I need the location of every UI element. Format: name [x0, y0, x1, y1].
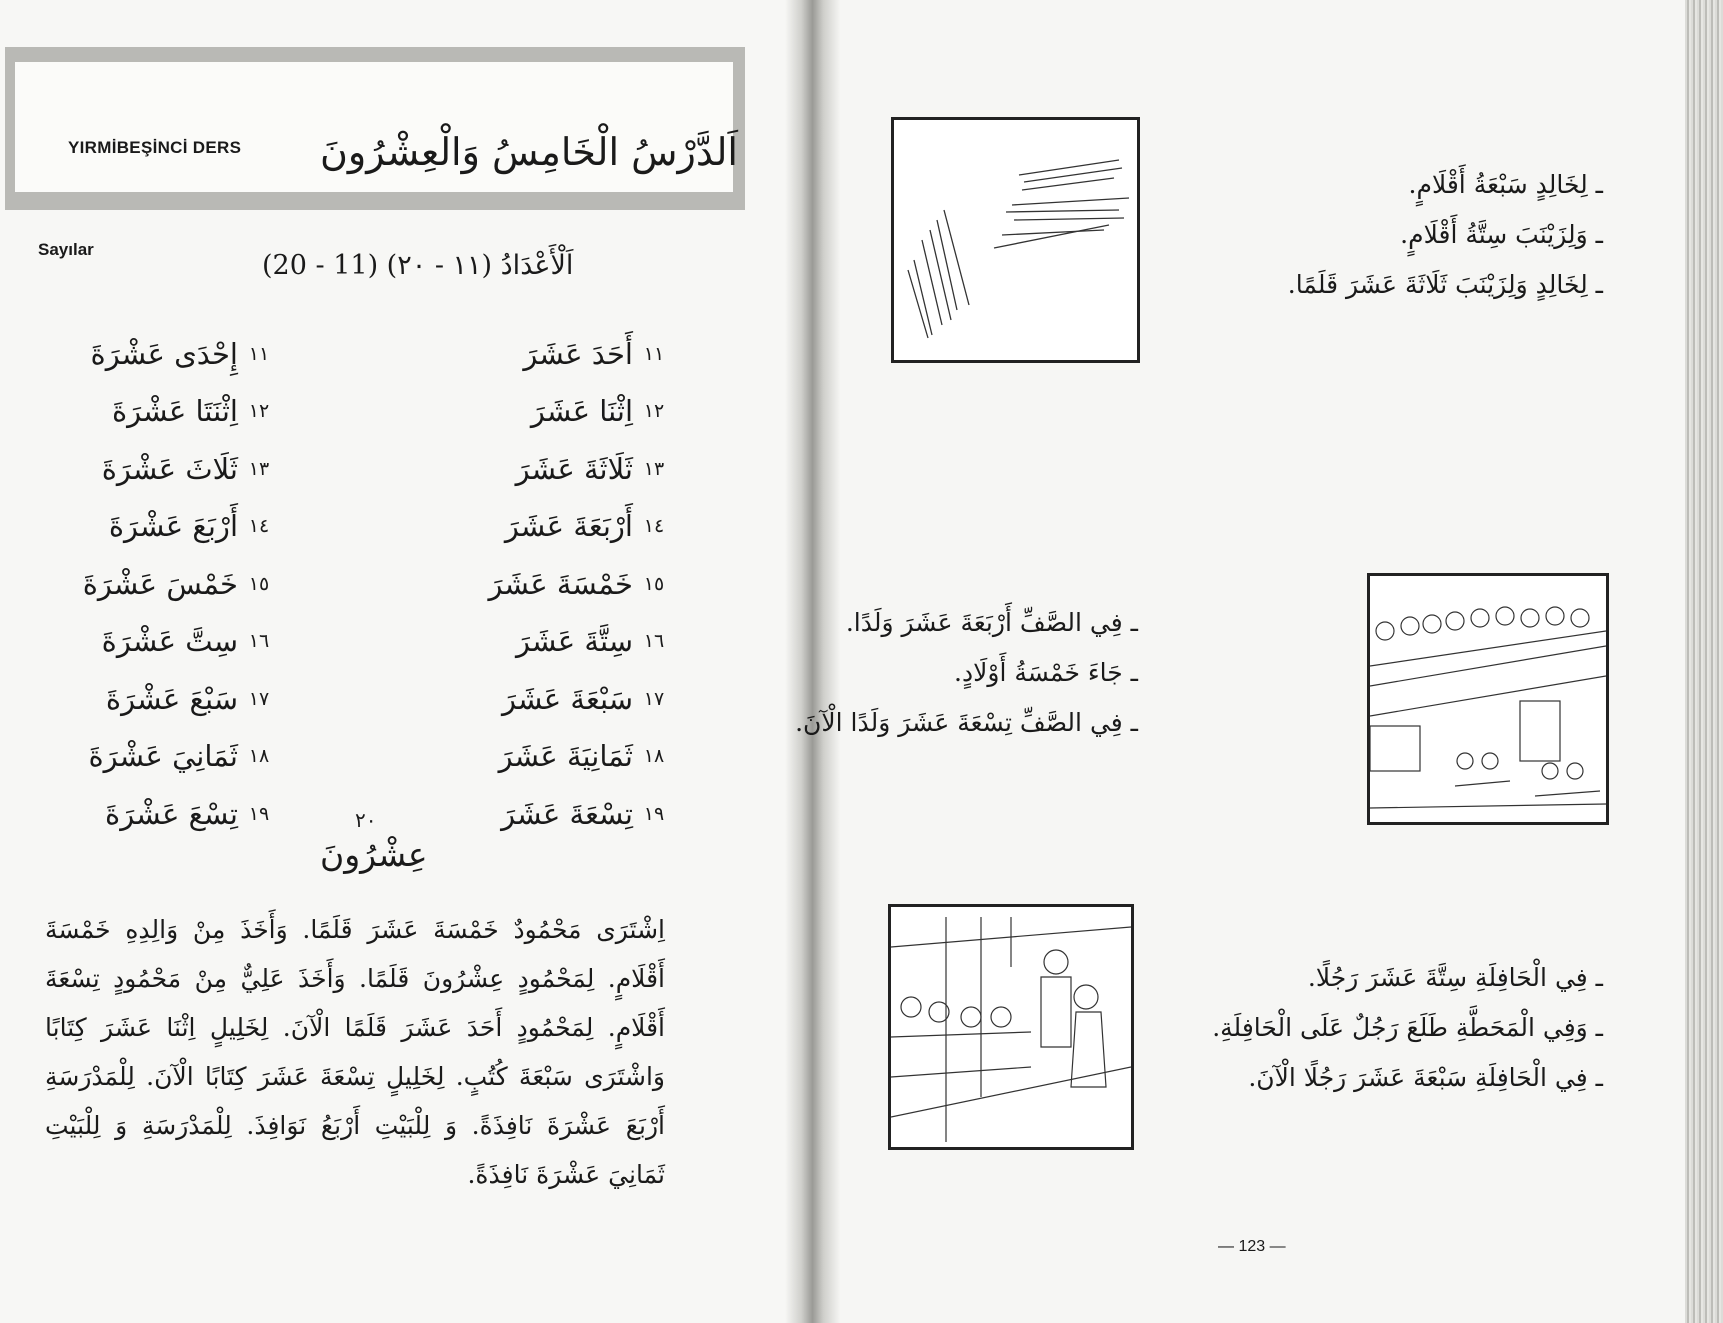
number-word: ثَلَاثَةَ عَشَرَ [515, 451, 633, 486]
number-word: اِثْنَتَا عَشْرَةَ [111, 394, 238, 429]
lesson-title-arabic: اَلدَّرْسُ الْخَامِسُ وَالْعِشْرُونَ [320, 130, 738, 174]
number-word: ثَمَانِيَ عَشْرَةَ [88, 739, 238, 774]
number-word: اِثْنَا عَشَرَ [530, 394, 633, 429]
number-word: سَبْعَ عَشْرَةَ [105, 681, 238, 716]
number-row [420, 325, 675, 383]
number-row [420, 383, 675, 441]
number-digit: ١٨ [643, 745, 665, 768]
number-row [40, 785, 280, 843]
number-word: ثَمَانِيَةَ عَشَرَ [498, 739, 633, 774]
number-word: سِتَّ عَشْرَةَ [101, 624, 238, 659]
number-word: سِتَّةَ عَشَرَ [516, 624, 633, 659]
number-digit: ١٧ [248, 687, 270, 710]
number-word: خَمْسَ عَشْرَةَ [82, 566, 238, 601]
number-digit: ١٩ [643, 802, 665, 825]
lesson-label: YIRMİBEŞİNCİ DERS [68, 138, 242, 157]
bus-illustration [888, 904, 1134, 1150]
number-word: إِحْدَى عَشْرَةَ [90, 336, 238, 371]
number-row [420, 728, 675, 786]
number-row [420, 670, 675, 728]
number-digit: ١٩ [248, 802, 270, 825]
number-digit: ١٢ [248, 400, 270, 423]
number-digit: ١٣ [643, 457, 665, 480]
reading-paragraph: اِشْتَرَى مَحْمُودٌ خَمْسَةَ عَشَرَ قَلَمًا. وَأَخَذَ مِنْ وَالِدِهِ خَمْسَةَ أَقْلَامٍ. لِمَحْمُودٍ عِشْرُونَ قَلَمًا. وَأَخَذَ عَلِيٌّ مِنْ مَحْمُودٍ تِسْعَةَ أَقْلَامٍ. لِمَحْمُودٍ أَحَدَ عَشَرَ قَلَمًا الْآنَ. لِخَلِيلٍ اِثْنَا عَشَرَ كِتَابًا وَاشْتَرَى سَبْعَةَ كُتُبٍ. لِخَلِيلٍ تِسْعَةَ عَشَرَ كِتَابًا الْآنَ. لِلْمَدْرَسَةِ أَرْبَعَ عَشْرَةَ نَافِذَةً. وَ لِلْبَيْتِ أَرْبَعُ نَوَافِذَ. لِلْمَدْرَسَةِ وَ لِلْبَيْتِ ثَمَانِيَ عَشْرَةَ نَافِذَةً. [45, 915, 665, 1189]
number-digit: ١٤ [248, 515, 270, 538]
number-digit: ١١ [248, 342, 270, 365]
sentence-line: ـ فِي الْحَافِلَةِ سَبْعَةَ عَشَرَ رَجُلًا الْآنَ. [1248, 1063, 1603, 1092]
number-row [420, 613, 675, 671]
number-row [420, 785, 675, 843]
number-digit: ١٦ [643, 630, 665, 653]
number-digit: ١٥ [248, 572, 270, 595]
sentence-line: ـ فِي الصَّفِّ أَرْبَعَةَ عَشَرَ وَلَدًا. [845, 608, 1138, 637]
sentence-line: ـ وَلِزَيْنَبَ سِتَّةُ أَقْلَامٍ. [1400, 220, 1603, 249]
number-row [40, 498, 280, 556]
number-digit: ١٦ [248, 630, 270, 653]
masculine-numbers-list [420, 325, 675, 843]
number-row [40, 383, 280, 441]
sentence-line: ـ لِخَالِدٍ سَبْعَةُ أَقْلَامٍ. [1408, 170, 1603, 199]
number-word: تِسْعَ عَشْرَةَ [105, 796, 238, 831]
number-digit: ١١ [643, 342, 665, 365]
numbers-heading: اَلْأَعْدَادُ (١١ - ٢٠) (11 - 20) [262, 250, 574, 281]
number-word: أَرْبَعَ عَشْرَةَ [108, 509, 238, 544]
bus-sentences [1212, 963, 1603, 1113]
number-row [420, 440, 675, 498]
twenty-digit: ٢٠ [355, 808, 377, 832]
page-number: — 123 — [1218, 1238, 1286, 1255]
number-digit: ١٤ [643, 515, 665, 538]
number-word: سَبْعَةَ عَشَرَ [502, 681, 633, 716]
pencils-illustration [891, 117, 1140, 363]
twenty-word: عِشْرُونَ [320, 835, 428, 874]
number-digit: ١٥ [643, 572, 665, 595]
number-row [40, 728, 280, 786]
feminine-numbers-list [40, 325, 280, 843]
pencils-sentences [1288, 170, 1603, 320]
classroom-drawing [1370, 576, 1606, 822]
classroom-illustration [1367, 573, 1609, 825]
sentence-line: ـ جَاءَ خَمْسَةُ أَوْلَادٍ. [954, 658, 1138, 687]
sentence-line: ـ فِي الصَّفِّ تِسْعَةَ عَشَرَ وَلَدًا الْآنَ. [795, 708, 1138, 737]
sentence-line: ـ لِخَالِدٍ وَلِزَيْنَبَ ثَلَاثَةَ عَشَرَ قَلَمًا. [1287, 270, 1603, 299]
number-row [420, 555, 675, 613]
number-row [420, 498, 675, 556]
number-word: ثَلَاثَ عَشْرَةَ [101, 451, 238, 486]
number-digit: ١٢ [643, 400, 665, 423]
section-label: Sayılar [38, 240, 94, 259]
number-word: خَمْسَةَ عَشَرَ [488, 566, 633, 601]
number-digit: ١٣ [248, 457, 270, 480]
number-word: أَرْبَعَةَ عَشَرَ [504, 509, 633, 544]
number-digit: ١٨ [248, 745, 270, 768]
number-word: تِسْعَةَ عَشَرَ [501, 796, 633, 831]
page-edge [1685, 0, 1723, 1323]
sentence-line: ـ فِي الْحَافِلَةِ سِتَّةَ عَشَرَ رَجُلًا. [1307, 963, 1603, 992]
number-row [40, 555, 280, 613]
number-row [40, 613, 280, 671]
sentence-line: ـ وَفِي الْمَحَطَّةِ طَلَعَ رَجُلٌ عَلَى الْحَافِلَةِ. [1212, 1013, 1603, 1042]
number-row [40, 325, 280, 383]
number-row [40, 670, 280, 728]
number-row [40, 440, 280, 498]
number-digit: ١٧ [643, 687, 665, 710]
classroom-sentences [795, 608, 1138, 758]
bus-drawing [891, 907, 1131, 1147]
pencils-drawing [894, 120, 1137, 360]
number-word: أَحَدَ عَشَرَ [523, 336, 633, 371]
